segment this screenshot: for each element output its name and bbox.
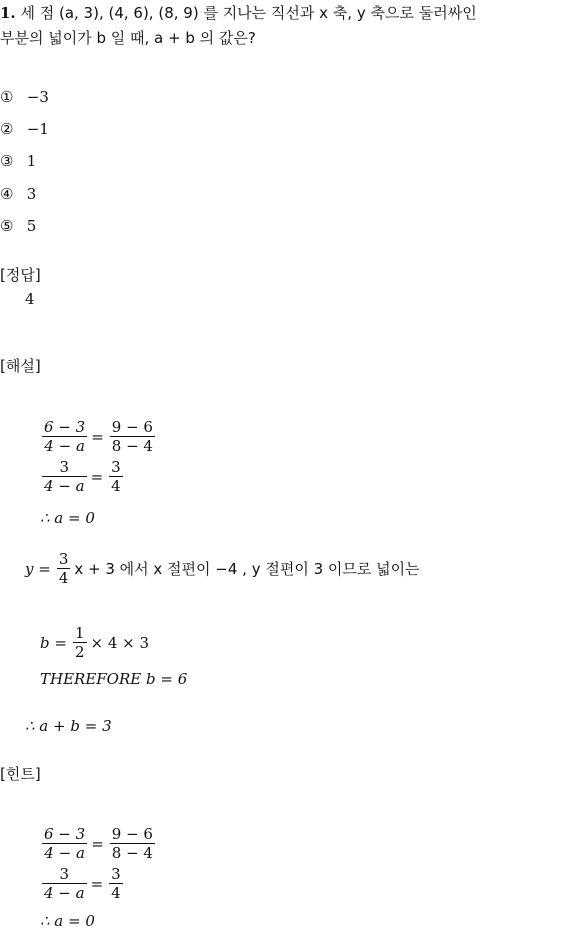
option-5[interactable] <box>0 217 36 235</box>
option-4[interactable] <box>0 185 36 203</box>
numerator: 9 − 6 <box>111 418 153 436</box>
hint-label: [힌트] <box>0 765 41 783</box>
option-value: −3 <box>26 88 49 106</box>
equals-sign: = <box>91 834 104 853</box>
b-prefix: b = <box>40 633 67 652</box>
option-mark: ② <box>0 120 14 138</box>
denominator: 4 − a <box>44 477 85 495</box>
option-value: 1 <box>26 152 37 170</box>
denominator: 4 <box>58 569 69 587</box>
option-3[interactable] <box>0 152 36 170</box>
denominator: 8 − 4 <box>111 437 153 455</box>
denominator: 2 <box>74 643 85 661</box>
answer-label: [정답] <box>0 266 41 284</box>
denominator: 4 <box>111 884 121 902</box>
fraction <box>42 418 87 455</box>
denominator: 8 − 4 <box>111 844 153 862</box>
option-value: 3 <box>26 185 37 203</box>
numerator: 1 <box>74 624 85 642</box>
denominator: 4 − a <box>44 844 85 862</box>
numerator: 9 − 6 <box>111 825 153 843</box>
hint-eq-1 <box>40 825 159 862</box>
numerator: 3 <box>42 865 87 884</box>
fraction <box>42 458 87 495</box>
question-number: 1. <box>0 4 16 22</box>
option-2[interactable] <box>0 120 49 138</box>
fraction <box>42 825 87 862</box>
line-rest-text: x + 3 에서 x 절편이 −4 , y 절편이 3 이므로 넓이는 <box>74 560 420 578</box>
numerator: 3 <box>58 550 69 568</box>
denominator: 4 − a <box>44 884 85 902</box>
option-mark: ④ <box>0 185 14 203</box>
equals-sign: = <box>90 467 104 486</box>
question-line-2: 부분의 넓이가 b 일 때, a + b 의 값은? <box>0 29 256 47</box>
numerator: 3 <box>111 865 121 883</box>
fraction <box>109 458 123 495</box>
option-value: 5 <box>26 217 37 235</box>
question-text-1: 세 점 (a, 3), (4, 6), (8, 9) 를 지나는 직선과 x 축, y 축으로 둘러싸인 <box>20 4 477 22</box>
explanation-label: [해설] <box>0 357 41 375</box>
explanation-eq-2 <box>40 458 127 495</box>
b-rest: × 4 × 3 <box>90 633 150 652</box>
area-equation <box>40 624 153 661</box>
numerator: 3 <box>42 458 87 477</box>
option-value: −1 <box>26 120 49 138</box>
line-equation-sentence <box>25 550 424 587</box>
conclusion: ∴ a + b = 3 <box>25 717 112 735</box>
fraction <box>109 865 123 902</box>
equals-sign: = <box>90 874 104 893</box>
denominator: 4 <box>111 477 121 495</box>
explanation-eq-1 <box>40 418 159 455</box>
fraction <box>110 418 155 455</box>
fraction <box>42 865 87 902</box>
hint-eq-3: ∴ a = 0 <box>40 912 95 930</box>
line-y-prefix: y = <box>25 559 51 578</box>
numerator: 6 − 3 <box>44 418 86 436</box>
numerator: 3 <box>111 458 121 476</box>
hint-eq-2 <box>40 865 127 902</box>
question-line-1 <box>0 2 477 23</box>
option-mark: ③ <box>0 152 14 170</box>
option-mark: ⑤ <box>0 217 14 235</box>
fraction <box>57 550 71 587</box>
equals-sign: = <box>91 427 104 446</box>
fraction <box>73 624 87 661</box>
explanation-eq-3: ∴ a = 0 <box>40 509 95 527</box>
numerator: 6 − 3 <box>44 825 86 843</box>
fraction <box>110 825 155 862</box>
option-mark: ① <box>0 88 14 106</box>
answer-value: 4 <box>25 290 35 308</box>
option-1[interactable] <box>0 88 49 106</box>
denominator: 4 − a <box>44 437 85 455</box>
therefore-b: THEREFORE b = 6 <box>40 670 188 688</box>
